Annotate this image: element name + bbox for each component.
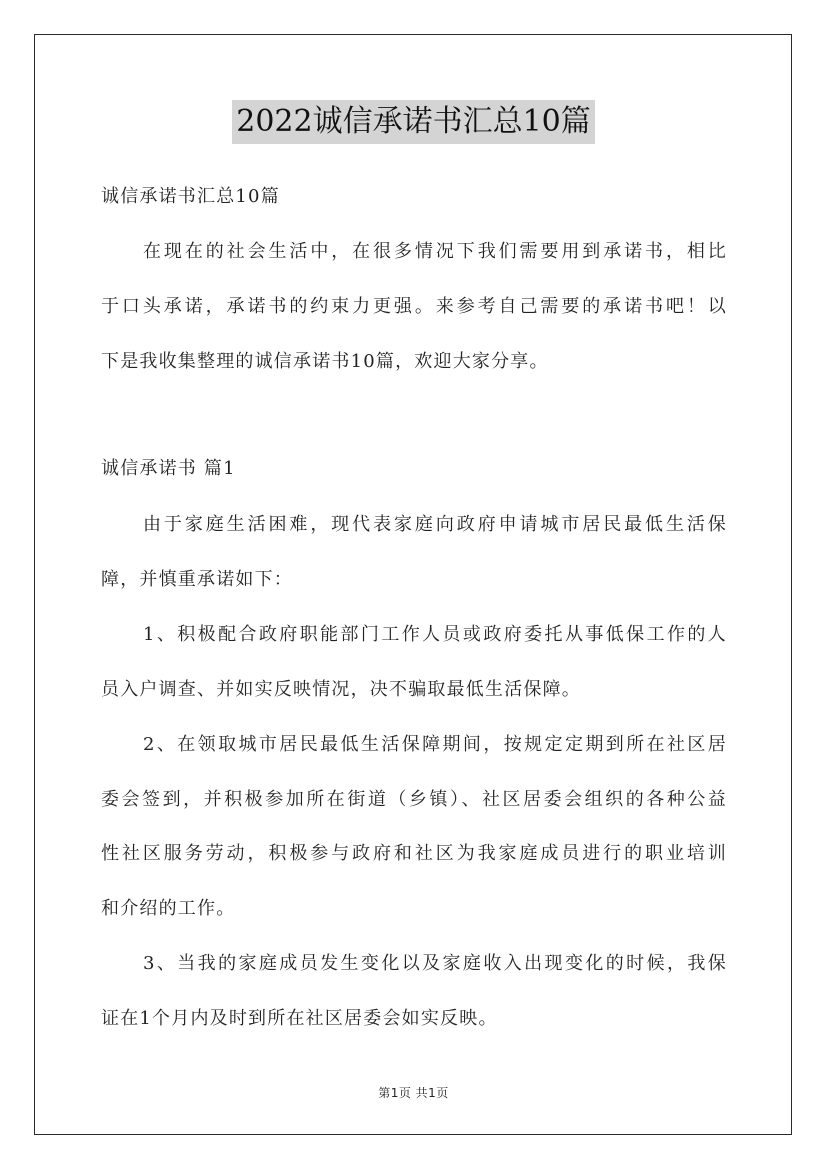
paragraph-line: 由于家庭生活困难，现代表家庭向政府申请城市居民最低生活保	[143, 514, 727, 535]
list-item-2-line-3: 性社区服务劳动，积极参与政府和社区为我家庭成员进行的职业培训	[101, 843, 727, 864]
intro-line-2: 于口头承诺，承诺书的约束力更强。来参考自己需要的承诺书吧！以	[101, 296, 727, 317]
list-item-2-line-4: 和介绍的工作。	[101, 898, 236, 919]
page-number-footer: 第1页 共1页	[378, 1086, 449, 1100]
title-container	[0, 100, 827, 144]
list-item-1-line-2: 员入户调查、并如实反映情况，决不骗取最低生活保障。	[101, 679, 581, 700]
intro-line-3: 下是我收集整理的诚信承诺书10篇，欢迎大家分享。	[101, 351, 549, 372]
list-item-2-line-1: 2、在领取城市居民最低生活保障期间，按规定定期到所在社区居	[143, 734, 727, 755]
list-item-3-line-1: 3、当我的家庭成员发生变化以及家庭收入出现变化的时候，我保	[143, 953, 727, 974]
document-title: 2022诚信承诺书汇总10篇	[232, 100, 595, 144]
section-heading: 诚信承诺书 篇1	[101, 458, 236, 479]
list-item-1-line-1: 1、积极配合政府职能部门工作人员或政府委托从事低保工作的人	[143, 624, 727, 645]
paragraph-line: 障，并慎重承诺如下：	[101, 569, 293, 590]
intro-line-1: 在现在的社会生活中，在很多情况下我们需要用到承诺书，相比	[143, 241, 727, 262]
list-item-3-line-2: 证在1个月内及时到所在社区居委会如实反映。	[101, 1008, 498, 1029]
list-item-2-line-2: 委会签到，并积极参加所在街道（乡镇）、社区居委会组织的各种公益	[101, 789, 727, 810]
document-subtitle: 诚信承诺书汇总10篇	[101, 186, 280, 207]
